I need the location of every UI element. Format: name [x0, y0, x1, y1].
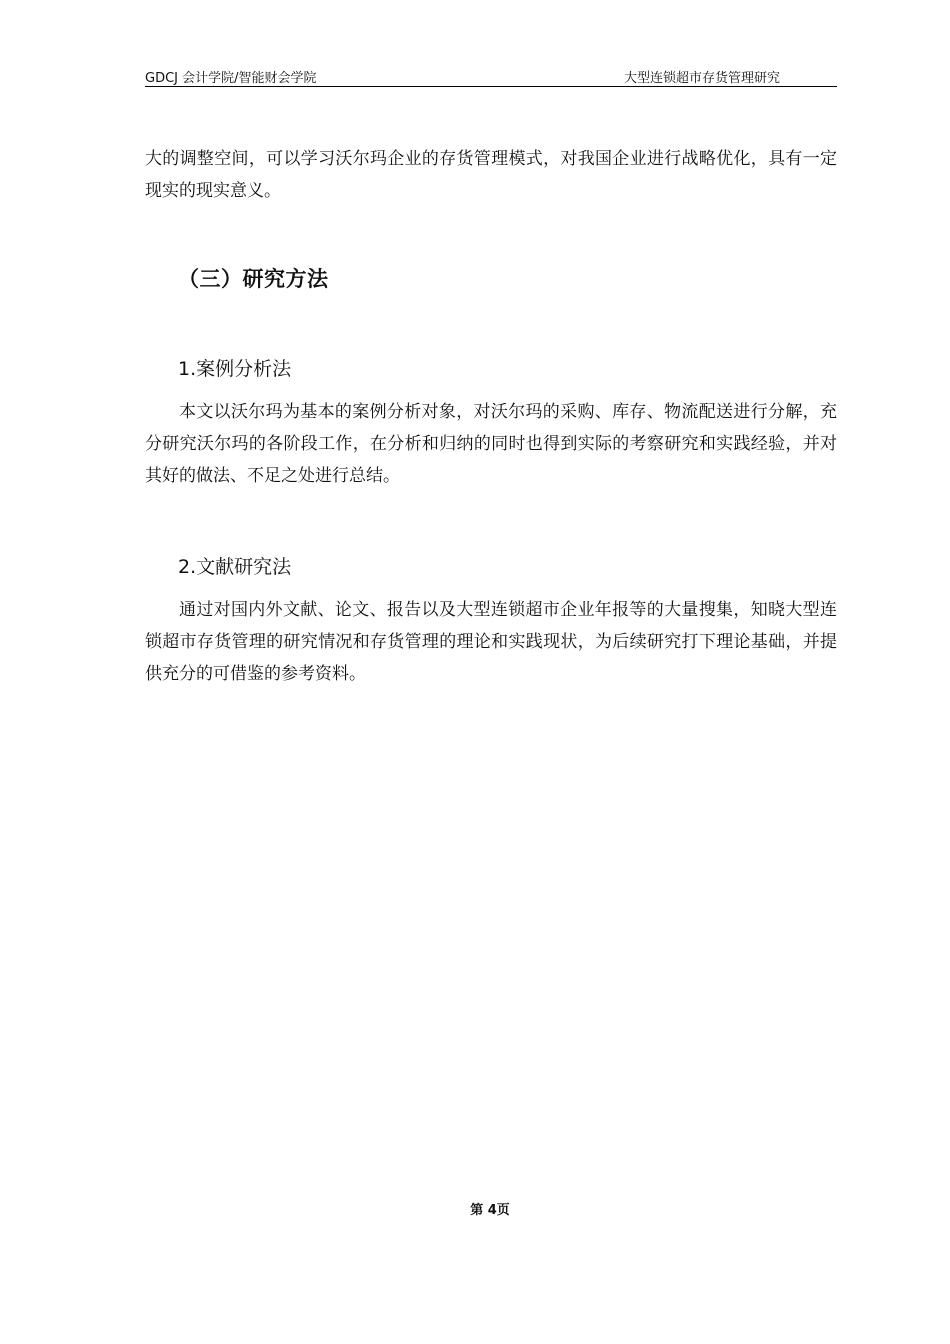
subsection-title-literature-research: 2.文献研究法	[178, 556, 292, 578]
header-document-title: 大型连锁超市存货管理研究	[623, 71, 780, 86]
subsection-text-literature-research: 通过对国内外文献、论文、报告以及大型连锁超市企业年报等的大量搜集，知晓大型连锁超市存货管理的研究情况和存货管理的理论和实践现状，为后续研究打下理论基础，并提供充分的可借鉴的参考资料。	[145, 600, 837, 684]
page-header	[145, 66, 837, 87]
header-institution: GDCJ 会计学院/智能财会学院	[145, 71, 317, 86]
section-title: （三）研究方法	[178, 267, 329, 291]
page-number: 第 4页	[470, 1203, 510, 1218]
subsection-title-case-analysis: 1.案例分析法	[178, 358, 292, 380]
subsection-text-case-analysis: 本文以沃尔玛为基本的案例分析对象，对沃尔玛的采购、库存、物流配送进行分解，充分研究沃尔玛的各阶段工作，在分析和归纳的同时也得到实际的考察研究和实践经验，并对其好的做法、不足之处进行总结。	[145, 402, 837, 486]
intro-paragraph: 大的调整空间，可以学习沃尔玛企业的存货管理模式，对我国企业进行战略优化，具有一定现实的现实意义。	[145, 149, 837, 201]
